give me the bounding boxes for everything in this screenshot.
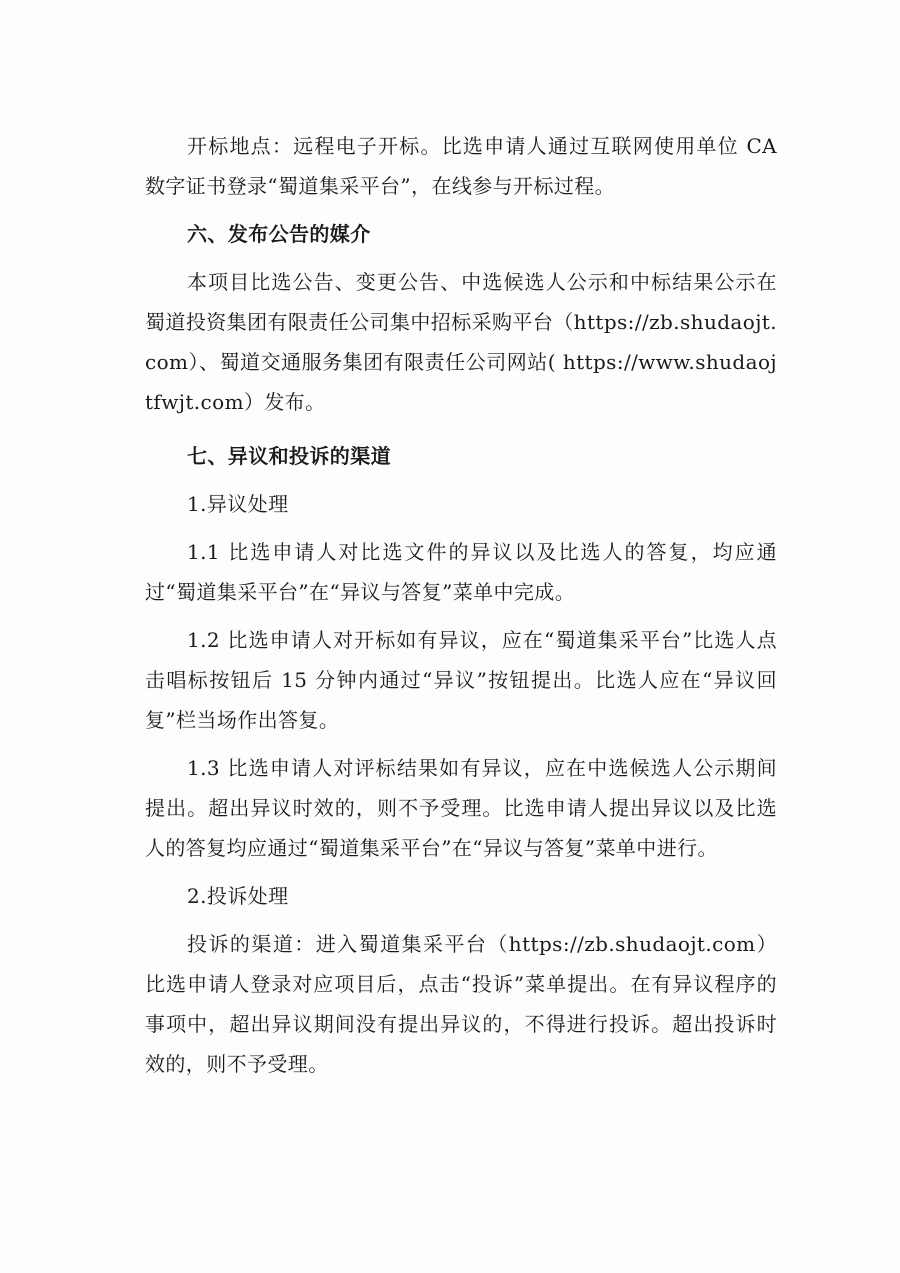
clause-1-3-paragraph: 1.3 比选申请人对评标结果如有异议，应在中选候选人公示期间提出。超出异议时效的，则不予受理。比选申请人提出异议以及比选人的答复均应通过“蜀道集采平台”在“异议与答复”菜单中进行。 xyxy=(145,756,777,860)
objection-handling-heading: 1.异议处理 xyxy=(187,492,289,516)
clause-1-2-paragraph: 1.2 比选申请人对开标如有异议，应在“蜀道集采平台”比选人点击唱标按钮后 15 分钟内通过“异议”按钮提出。比选人应在“异议回复”栏当场作出答复。 xyxy=(145,628,777,732)
document-body xyxy=(145,126,777,1084)
complaint-handling-heading: 2.投诉处理 xyxy=(187,884,289,908)
complaint-channel-paragraph: 投诉的渠道：进入蜀道集采平台（https://zb.shudaojt.com）比选申请人登录对应项目后，点击“投诉”菜单提出。在有异议程序的事项中，超出异议期间没有提出异议的，不得进行投诉。超出投诉时效的，则不予受理。 xyxy=(145,932,777,1076)
clause-1-1-paragraph: 1.1 比选申请人对比选文件的异议以及比选人的答复，均应通过“蜀道集采平台”在“异议与答复”菜单中完成。 xyxy=(145,540,777,604)
opening-location-paragraph: 开标地点：远程电子开标。比选申请人通过互联网使用单位 CA 数字证书登录“蜀道集采平台”，在线参与开标过程。 xyxy=(145,134,777,198)
section-7-heading: 七、异议和投诉的渠道 xyxy=(187,444,391,468)
media-paragraph: 本项目比选公告、变更公告、中选候选人公示和中标结果公示在蜀道投资集团有限责任公司集中招标采购平台（https://zb.shudaojt.com）、蜀道交通服务集团有限责任公司网站( https://www.shudaojtfwjt.com）发布。 xyxy=(145,270,777,414)
section-6-heading: 六、发布公告的媒介 xyxy=(187,222,371,246)
